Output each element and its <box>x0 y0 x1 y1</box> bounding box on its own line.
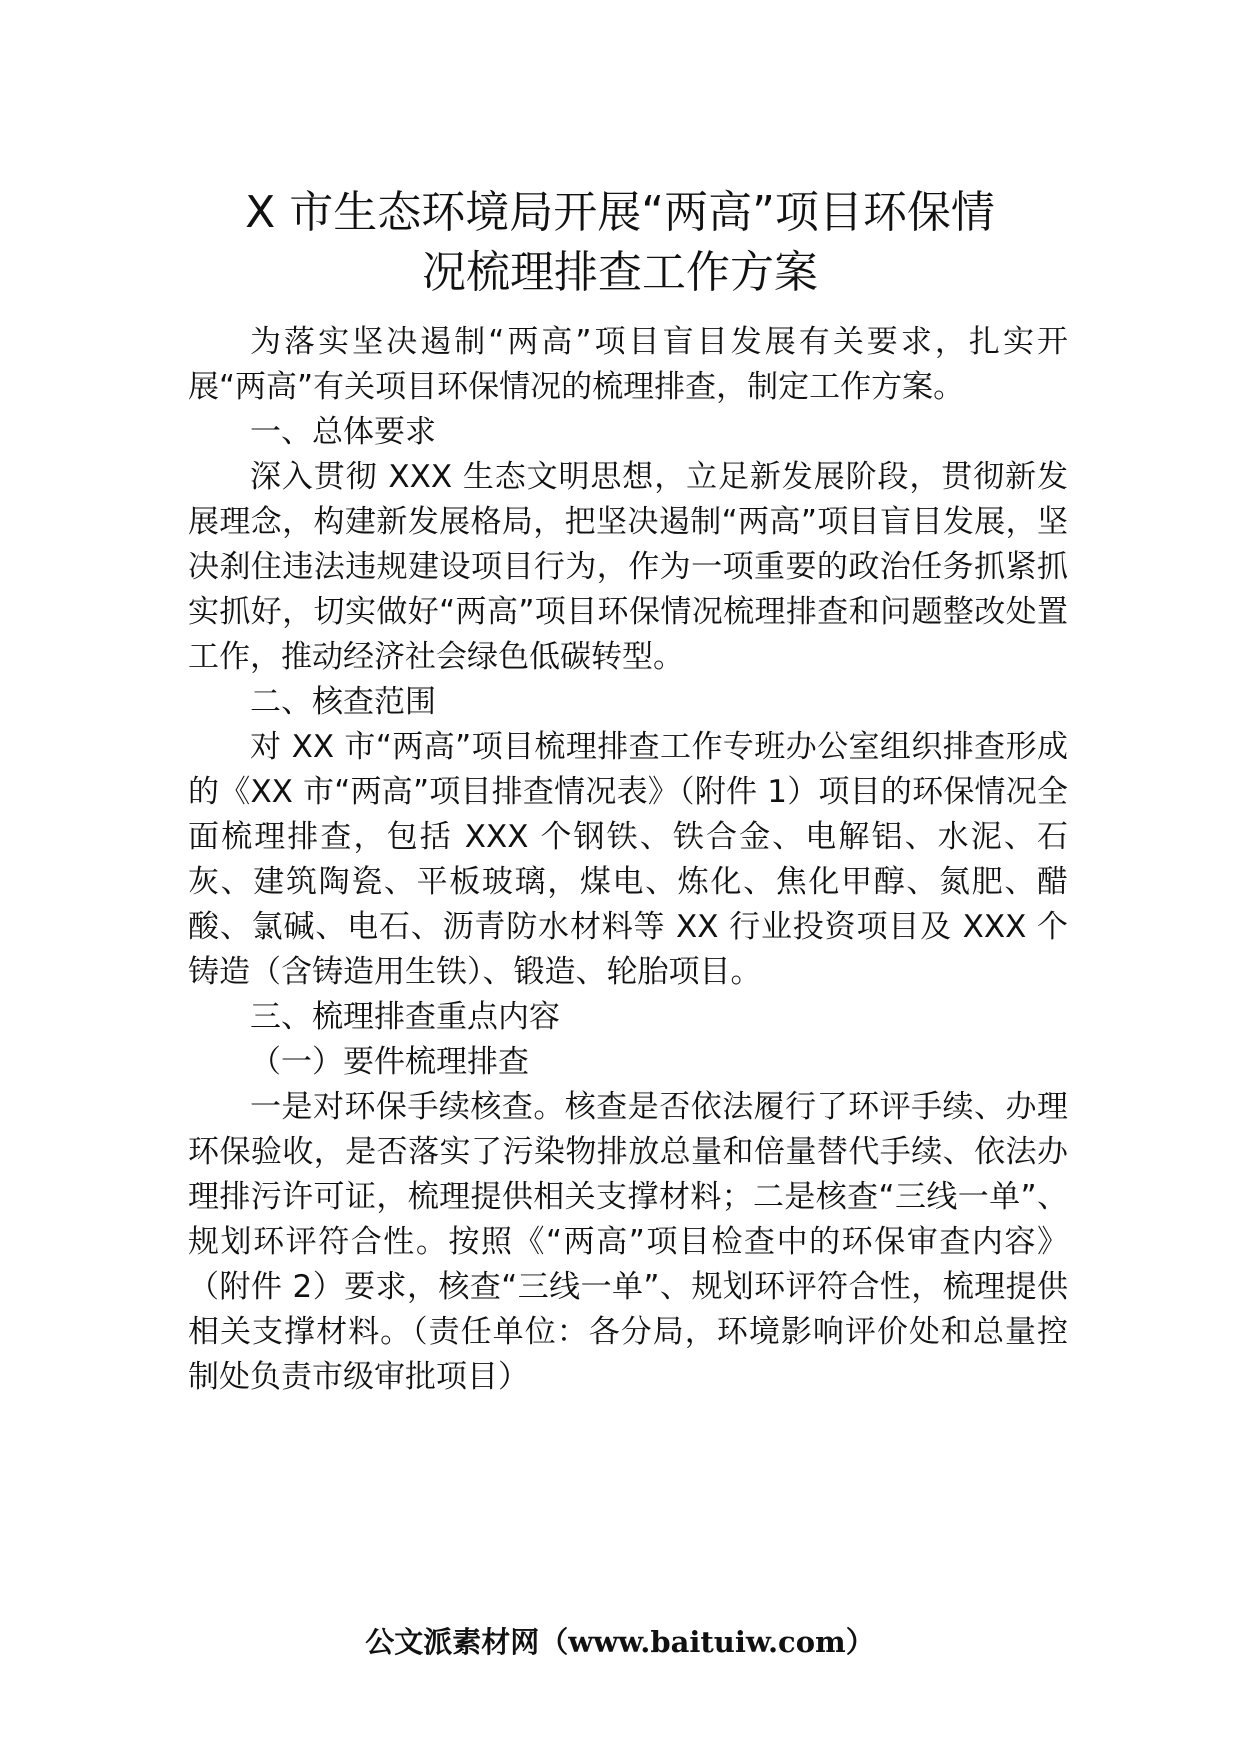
document-body <box>188 320 1068 1400</box>
title-line-1: X 市生态环境局开展“两高”项目环保情 <box>245 187 995 238</box>
section-heading-key-content: 三、梳理排查重点内容 <box>250 999 560 1035</box>
section-heading-scope: 二、核查范围 <box>250 684 436 720</box>
subsection-heading-documents-review: （一）要件梳理排查 <box>250 1044 529 1080</box>
scope-paragraph: 对 XX 市“两高”项目梳理排查工作专班办公室组织排查形成的《XX 市“两高”项目排查情况表》（附件 1）项目的环保情况全面梳理排查，包括 XXX 个钢铁、铁合金、电解铝、水泥、石灰、建筑陶瓷、平板玻璃，煤电、炼化、焦化甲醇、氮肥、醋酸、氯碱、电石、沥青防水材料等 XX 行业投资项目及 XXX 个铸造（含铸造用生铁）、锻造、轮胎项目。 <box>188 729 1068 990</box>
footer-watermark: 公文派素材网（www.baituiw.com） <box>365 1625 875 1659</box>
section-heading-general-requirements: 一、总体要求 <box>250 414 436 450</box>
general-requirements-paragraph: 深入贯彻 XXX 生态文明思想，立足新发展阶段，贯彻新发展理念，构建新发展格局，把坚决遏制“两高”项目盲目发展，坚决刹住违法违规建设项目行为，作为一项重要的政治任务抓紧抓实抓好，切实做好“两高”项目环保情况梳理排查和问题整改处置工作，推动经济社会绿色低碳转型。 <box>188 459 1068 675</box>
documents-review-paragraph: 一是对环保手续核查。核查是否依法履行了环评手续、办理环保验收，是否落实了污染物排放总量和倍量替代手续、依法办理排污许可证，梳理提供相关支撑材料；二是核查“三线一单”、规划环评符合性。按照《“两高”项目检查中的环保审查内容》（附件 2）要求，核查“三线一单”、规划环评符合性，梳理提供相关支撑材料。（责任单位：各分局，环境影响评价处和总量控制处负责市级审批项目） <box>188 1089 1068 1395</box>
document-title <box>170 183 1070 303</box>
title-line-2: 况梳理排查工作方案 <box>422 247 818 298</box>
intro-paragraph: 为落实坚决遏制“两高”项目盲目发展有关要求，扎实开展“两高”有关项目环保情况的梳理排查，制定工作方案。 <box>188 324 1068 405</box>
